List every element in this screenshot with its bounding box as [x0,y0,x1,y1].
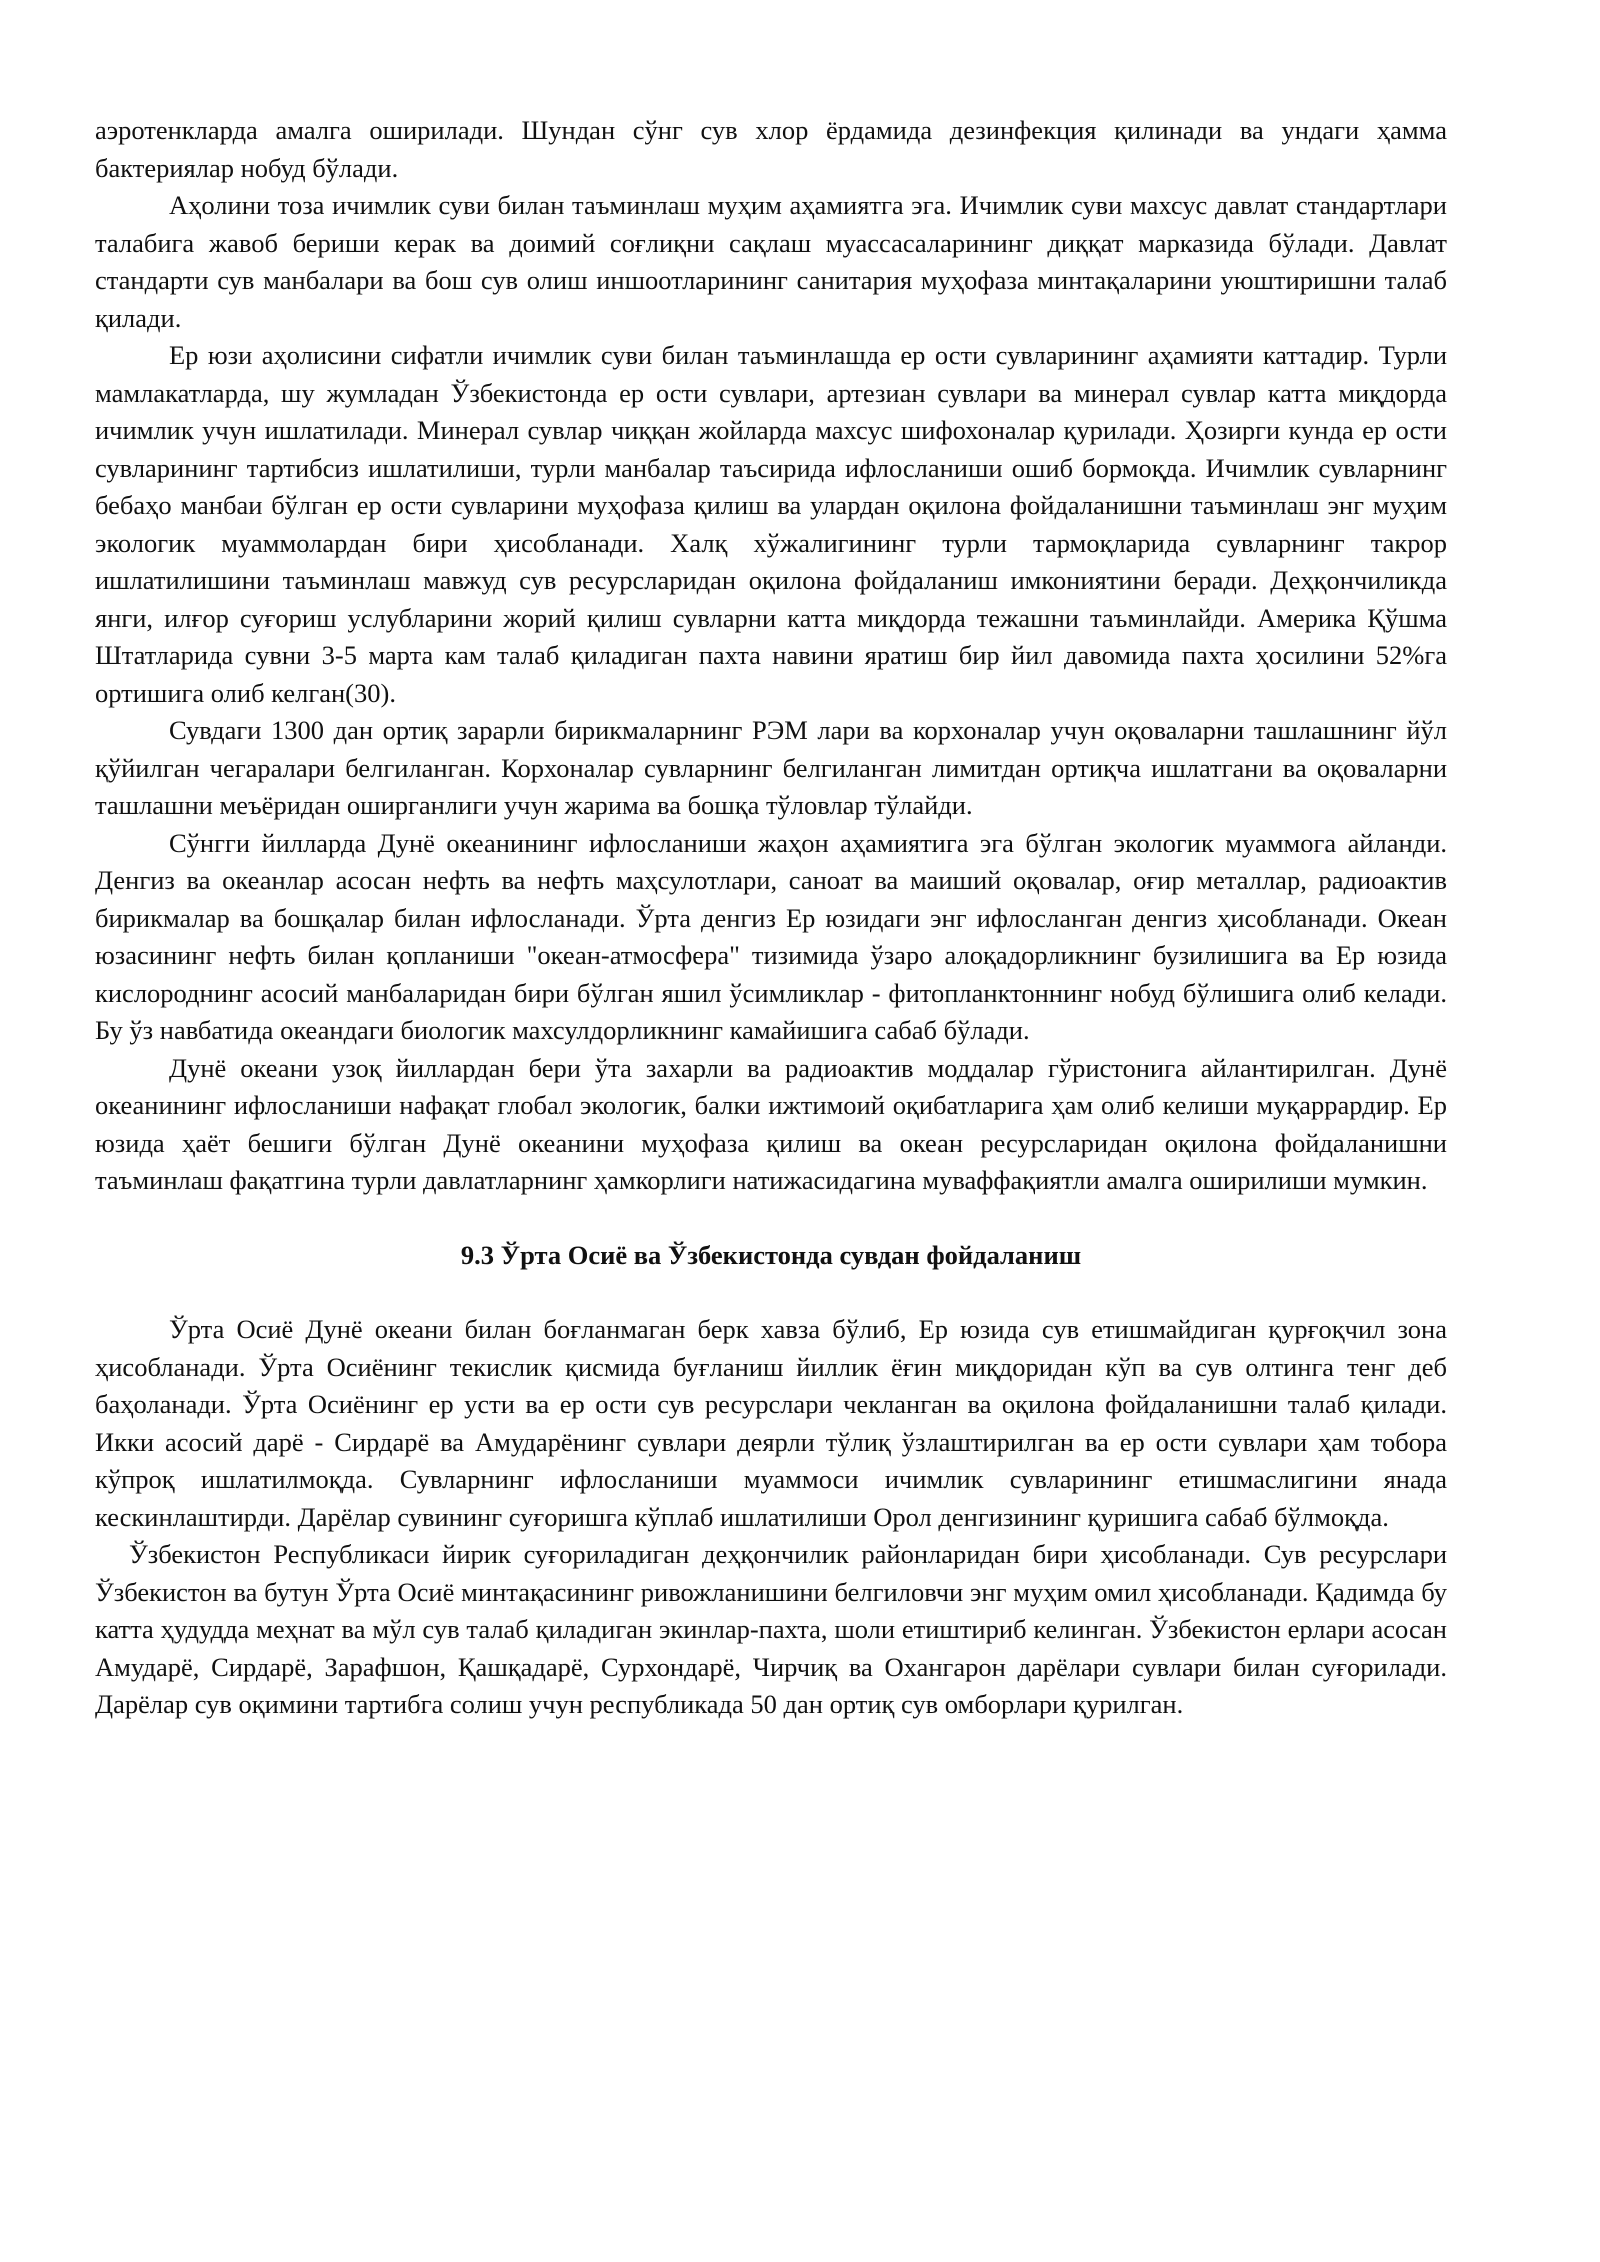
paragraph-harmful-compounds: Сувдаги 1300 дан ортиқ зарарли бирикмаларнинг РЭМ лари ва корхоналар учун оқоваларни ташлашнинг йўл қўйилган чегаралари белгиланган. Корхоналар сувларнинг белгиланган лимитдан ортиқча ишлатгани ва оқоваларни ташлашни меъёридан оширганлиги учун жарима ва бошқа тўловлар тўлайди. [95,715,1447,820]
paragraph-groundwater: Ер юзи аҳолисини сифатли ичимлик суви билан таъминлашда ер ости сувларининг аҳамияти каттадир. Турли мамлакатларда, шу жумладан Ўзбекистонда ер ости сувлари, артезиан сувлари ва минерал сувлар катта миқдорда ичимлик учун ишлатилади. Минерал сувлар чиққан жойларда махсус шифохоналар қурилади. Ҳозирги кунда ер ости сувларининг тартибсиз ишлатилиши, турли манбалар таъсирида ифлосланиши ошиб бормоқда. Ичимлик сувларнинг бебаҳо манбаи бўлган ер ости сувларини муҳофаза қилиш ва улардан оқилона фойдаланишни таъминлаш энг муҳим экологик муаммолардан бири ҳисобланади. Халқ хўжалигининг турли тармоқларида сувларнинг такрор ишлатилишини таъминлаш мавжуд сув ресурсларидан оқилона фойдаланиш имкониятини беради. Деҳқончиликда янги, илғор суғориш услубларини жорий қилиш сувларни катта миқдорда тежашни таъминлайди. Америка Қўшма Штатларида сувни 3-5 марта кам талаб қиладиган пахта навини яратиш бир йил давомида пахта ҳосилини 52%га ортишига олиб келган(30). [95,340,1447,708]
paragraph-drinking-water: Аҳолини тоза ичимлик суви билан таъминлаш муҳим аҳамиятга эга. Ичимлик суви махсус давлат стандартлари талабига жавоб бериши керак ва доимий соғлиқни сақлаш муассасаларининг диққат марказида бўлади. Давлат стандарти сув манбалари ва бош сув олиш иншоотларининг санитария муҳофаза минтақаларини уюштиришни талаб қилади. [95,190,1447,333]
paragraph-uzbekistan: Ўзбекистон Республикаси йирик суғориладиган деҳқончилик районларидан бири ҳисобланади. Сув ресурслари Ўзбекистон ва бутун Ўрта Осиё минтақасининг ривожланишини белгиловчи энг муҳим омил ҳисобланади. Қадимда бу катта ҳудудда меҳнат ва мўл сув талаб қиладиган экинлар-пахта, шоли етиштириб келинган. Ўзбекистон ерлари асосан Амударё, Сирдарё, Зарафшон, Қашқадарё, Сурхондарё, Чирчиқ ва Охангарон дарёлари сувлари билан суғорилади. Дарёлар сув оқимини тартибга солиш учун республикада 50 дан ортиқ сув омборлари қурилган. [95,1539,1447,1719]
document-page [95,112,1447,1724]
paragraph-central-asia: Ўрта Осиё Дунё океани билан боғланмаган берк хавза бўлиб, Ер юзида сув етишмайдиган қурғоқчил зона ҳисобланади. Ўрта Осиёнинг текислик қисмида буғланиш йиллик ёғин миқдоридан кўп ва сув олтинга тенг деб баҳоланади. Ўрта Осиёнинг ер усти ва ер ости сув ресурслари чекланган ва оқилона фойдаланишни талаб қилади. Икки асосий дарё - Сирдарё ва Амударёнинг сувлари деярли тўлиқ ўзлаштирилган ва ер ости сувлари ҳам тобора кўпроқ ишлатилмоқда. Сувларнинг ифлосланиши муаммоси ичимлик сувларининг етишмаслигини янада кескинлаштирди. Дарёлар сувининг суғоришга кўплаб ишлатилиши Орол денгизининг қуришига сабаб бўлмоқда. [95,1314,1447,1532]
paragraph-ocean-protection: Дунё океани узоқ йиллардан бери ўта захарли ва радиоактив моддалар гўристонига айлантирилган. Дунё океанининг ифлосланиши нафақат глобал экологик, балки ижтимоий оқибатларига ҳам олиб келиши муқаррардир. Ер юзида ҳаёт бешиги бўлган Дунё океанини муҳофаза қилиш ва океан ресурсларидан оқилона фойдаланишни таъминлаш фақатгина турли давлатларнинг ҳамкорлиги натижасидагина муваффақиятли амалга оширилиши мумкин. [95,1052,1447,1195]
paragraph-ocean-pollution: Сўнгги йилларда Дунё океанининг ифлосланиши жаҳон аҳамиятига эга бўлган экологик муаммога айланди. Денгиз ва океанлар асосан нефть ва нефть маҳсулотлари, саноат ва маиший оқовалар, оғир металлар, радиоактив бирикмалар ва бошқалар билан ифлосланади. Ўрта денгиз Ер юзидаги энг ифлосланган денгиз ҳисобланади. Океан юзасининг нефть билан қопланиши "океан-атмосфера" тизимида ўзаро алоқадорликнинг бузилишига ва Ер юзида кислороднинг асосий манбаларидан бири бўлган яшил ўсимликлар - фитопланктоннинг нобуд бўлишига олиб келади. Бу ўз навбатида океандаги биологик махсулдорликнинг камайишига сабаб бўлади. [95,827,1447,1045]
section-heading: 9.3 Ўрта Осиё ва Ўзбекистонда сувдан фойдаланиш [460,1239,1082,1270]
paragraph-continuation: аэротенкларда амалга оширилади. Шундан сўнг сув хлор ёрдамида дезинфекция қилинади ва ундаги ҳамма бактериялар нобуд бўлади. [95,115,1447,183]
